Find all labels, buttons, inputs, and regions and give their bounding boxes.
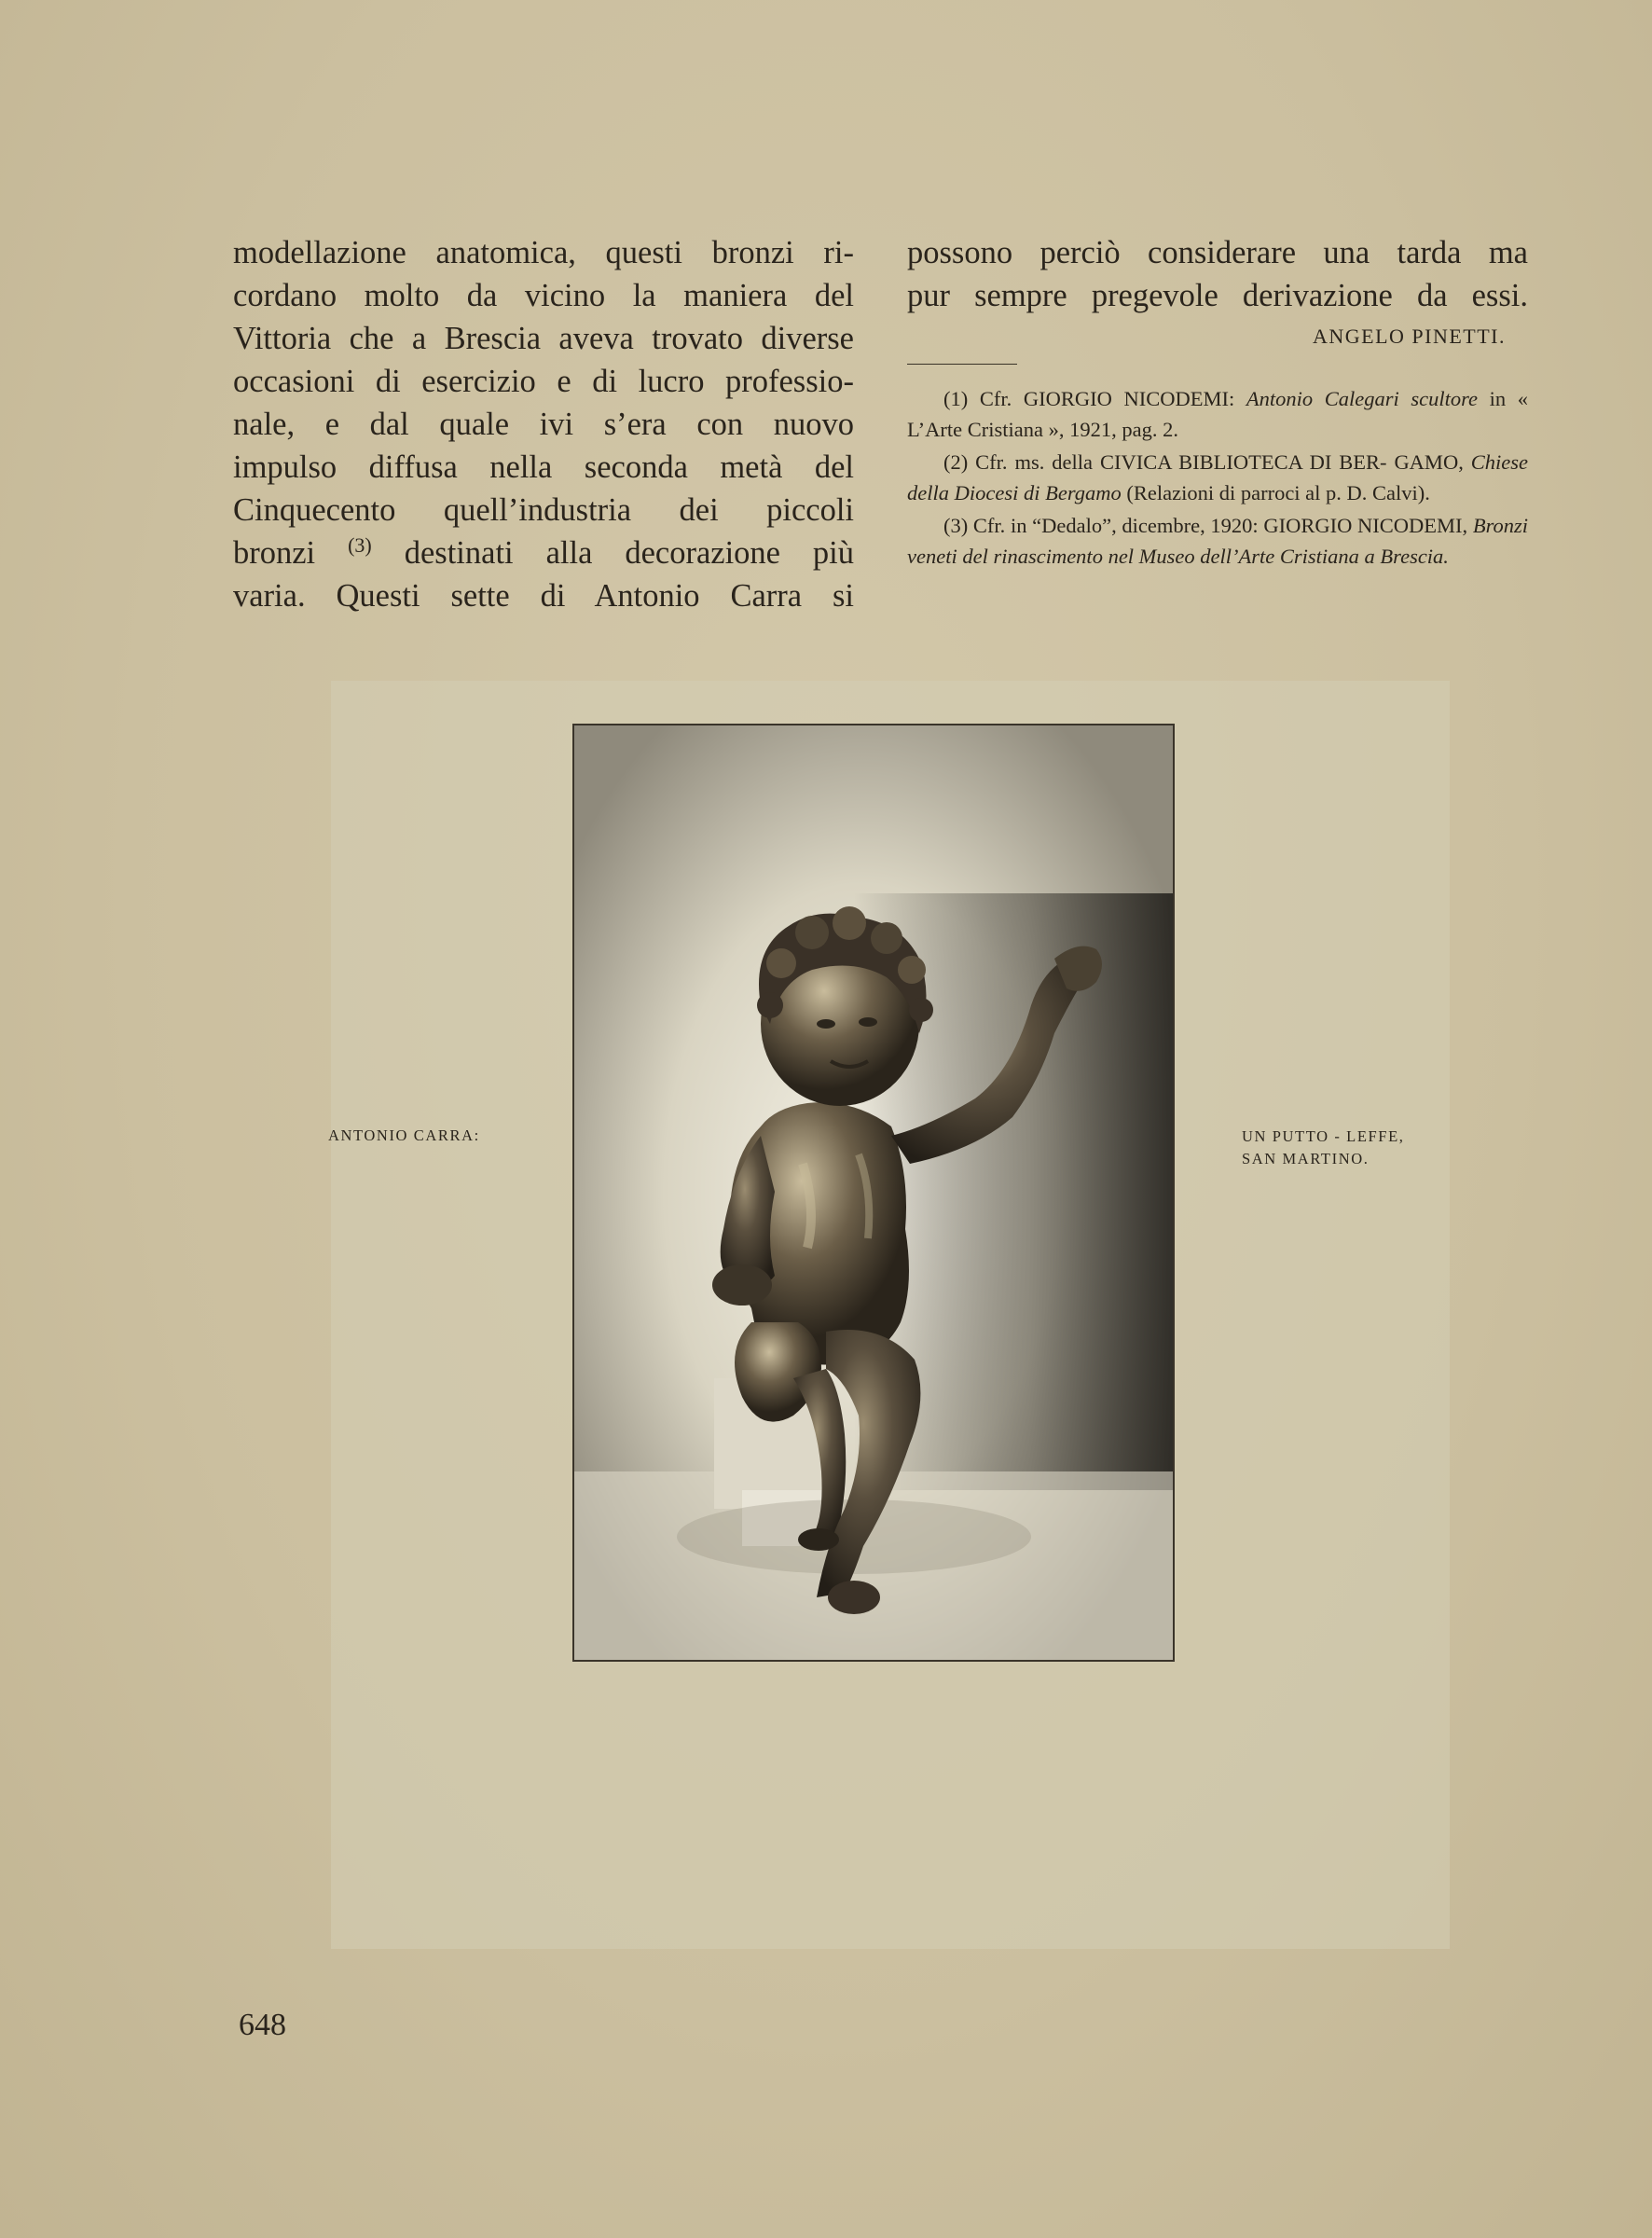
body-text: destinati alla decorazione più (404, 535, 855, 571)
footnote-text: (Relazioni di (1126, 481, 1236, 504)
body-line: impulso diffusa nella seconda metà del (233, 449, 854, 485)
body-line: cordano molto da vicino la maniera del (233, 278, 854, 313)
footnote-text: in « L’Arte Cristiana », 1921, pag. 2. (907, 387, 1528, 441)
footnote-text: (1) Cfr. GIORGIO NICODEMI: (943, 387, 1235, 410)
footnote-1 (907, 383, 1528, 445)
body-line: Vittoria che a Brescia aveva trovato diverse (233, 321, 854, 356)
caption-line: UN PUTTO - LEFFE, (1242, 1127, 1405, 1145)
sculpture-photograph (572, 724, 1175, 1662)
footnote-title: dell’Arte Cristiana a Brescia. (1200, 545, 1449, 568)
footnote-3 (907, 510, 1528, 572)
footnote-text: parroci al p. D. Calvi). (1240, 481, 1430, 504)
right-text-column (907, 231, 1528, 573)
body-line: modellazione anatomica, questi bronzi ri- (233, 235, 854, 270)
footnote-divider (907, 364, 1017, 365)
body-line-with-note (233, 532, 854, 574)
footnote-text: (2) Cfr. ms. della CIVICA BIBLIOTECA DI BER- (943, 450, 1387, 474)
caption-artist: ANTONIO CARRA: (328, 1126, 480, 1144)
footnote-text: NICODEMI, (1357, 514, 1468, 537)
caption-title (1242, 1126, 1404, 1170)
footnote-text: (3) Cfr. in “Dedalo”, dicembre, 1920: GIORGIO (943, 514, 1353, 537)
body-line: pur sempre pregevole derivazione da essi. (907, 278, 1528, 313)
footnote-text: GAMO, (1394, 450, 1464, 474)
body-text: bronzi (233, 535, 316, 571)
left-text-column (233, 231, 854, 617)
author-signature: ANGELO PINETTI. (1312, 325, 1506, 348)
body-line: occasioni di esercizio e di lucro professio- (233, 364, 854, 399)
footnote-2 (907, 447, 1528, 508)
footnote-title: Chiese della Diocesi di Bergamo (907, 450, 1529, 504)
body-line: varia. Questi sette di Antonio Carra si (233, 578, 854, 614)
footnote-reference: (3) (348, 533, 372, 557)
body-line: nale, e dal quale ivi s’era con nuovo (233, 407, 854, 442)
page-number: 648 (239, 2008, 286, 2042)
putto-statue-image (574, 725, 1173, 1660)
footnote-title: Antonio Calegari (1246, 387, 1399, 410)
caption-line: SAN MARTINO. (1242, 1150, 1370, 1167)
body-line: possono perciò considerare una tarda ma (907, 235, 1528, 270)
footnote-title: Bronzi veneti del rinascimento nel Museo (907, 514, 1529, 568)
body-line: Cinquecento quell’industria dei piccoli (233, 492, 854, 528)
footnote-title: scultore (1411, 387, 1478, 410)
